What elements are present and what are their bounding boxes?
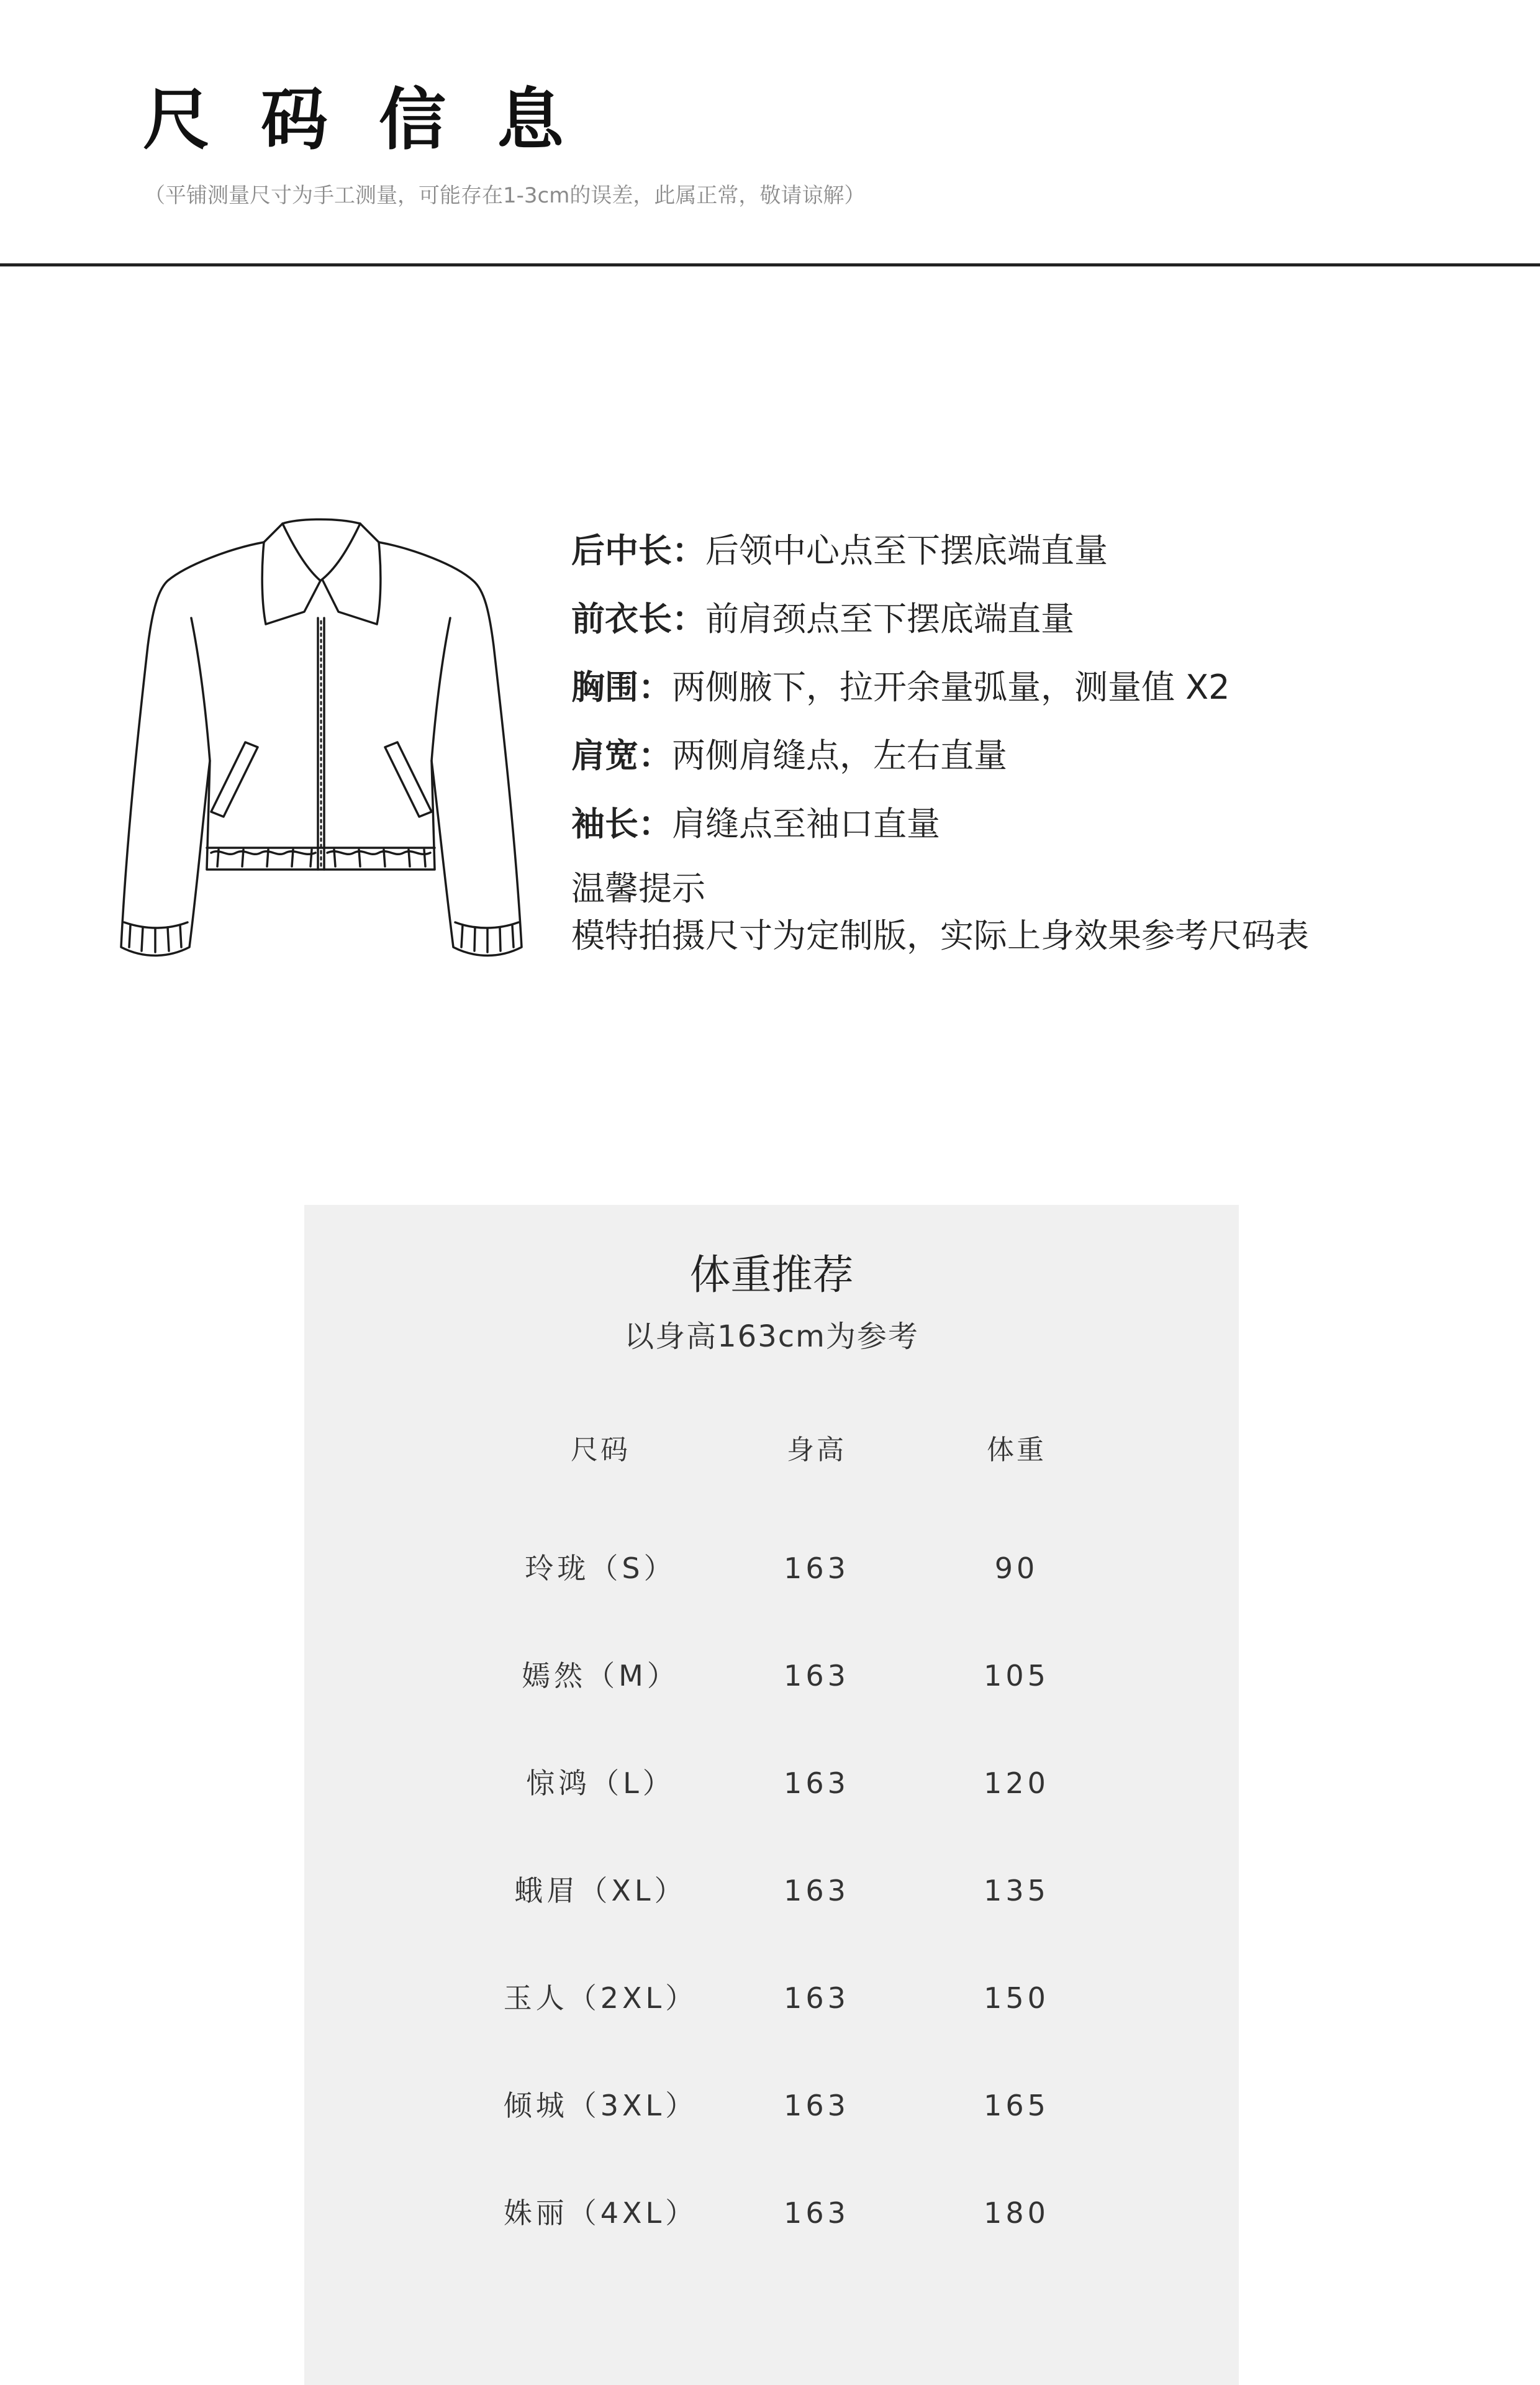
measurement-guide [571, 531, 1441, 955]
size-cell: 姝丽（4XL） [503, 2196, 698, 2230]
height-cell: 163 [784, 2089, 849, 2122]
size-cell: 嫣然（M） [522, 1659, 679, 1692]
weight-cell: 165 [984, 2089, 1049, 2122]
height-cell: 163 [784, 1874, 849, 1907]
spec-term: 前衣长： [571, 599, 705, 638]
size-cell: 倾城（3XL） [503, 2089, 698, 2122]
table-row [304, 1766, 1239, 1806]
column-header: 尺码 [571, 1434, 630, 1466]
weight-cell: 180 [984, 2196, 1049, 2230]
weight-cell: 120 [984, 1766, 1049, 1800]
weight-cell: 135 [984, 1874, 1049, 1907]
jacket-flat-sketch-icon [118, 512, 528, 984]
header-divider [0, 263, 1540, 266]
column-header: 体重 [987, 1434, 1046, 1466]
spec-term: 袖长： [571, 804, 672, 843]
spec-item [571, 599, 1441, 638]
weight-cell: 150 [984, 1981, 1049, 2015]
spec-term: 胸围： [571, 668, 672, 707]
height-cell: 163 [784, 1981, 849, 2015]
size-cell: 玲珑（S） [525, 1551, 676, 1585]
spec-item [571, 531, 1441, 570]
table-row [304, 1981, 1239, 2021]
size-cell: 蛾眉（XL） [514, 1874, 687, 1907]
spec-item [571, 736, 1441, 775]
tips-body: 模特拍摄尺寸为定制版，实际上身效果参考尺码表 [571, 916, 1309, 955]
table-row [304, 1551, 1239, 1591]
page-title: 尺码信息 [143, 81, 615, 159]
spec-desc: 两侧腋下，拉开余量弧量，测量值 X2 [672, 668, 1230, 707]
spec-desc: 后领中心点至下摆底端直量 [705, 531, 1108, 570]
tips-title: 温馨提示 [571, 869, 705, 908]
spec-item [571, 804, 1441, 843]
table-header-row [304, 1434, 1239, 1474]
panel-subtitle: 以身高163cm为参考 [624, 1319, 919, 1354]
size-cell: 玉人（2XL） [503, 1981, 698, 2015]
spec-term: 后中长： [571, 531, 705, 570]
table-row [304, 2196, 1239, 2236]
table-row [304, 1661, 1239, 1699]
height-cell: 163 [784, 1766, 849, 1800]
spec-item [571, 668, 1441, 707]
weight-recommendation-panel [304, 1205, 1239, 2385]
weight-cell: 105 [984, 1659, 1049, 1692]
height-cell: 163 [784, 2196, 849, 2230]
size-cell: 惊鸿（L） [526, 1766, 675, 1800]
height-cell: 163 [784, 1551, 849, 1585]
spec-desc: 前肩颈点至下摆底端直量 [705, 599, 1074, 638]
height-cell: 163 [784, 1659, 849, 1692]
panel-title: 体重推荐 [689, 1251, 854, 1299]
table-row [304, 1876, 1239, 1914]
spec-desc: 肩缝点至袖口直量 [672, 804, 940, 843]
spec-desc: 两侧肩缝点，左右直量 [672, 736, 1007, 775]
column-header: 身高 [787, 1434, 846, 1466]
page-subtitle: （平铺测量尺寸为手工测量，可能存在1-3cm的误差，此属正常，敬请谅解） [144, 183, 866, 208]
table-row [304, 2091, 1239, 2128]
spec-term: 肩宽： [571, 736, 672, 775]
weight-cell: 90 [994, 1551, 1039, 1585]
